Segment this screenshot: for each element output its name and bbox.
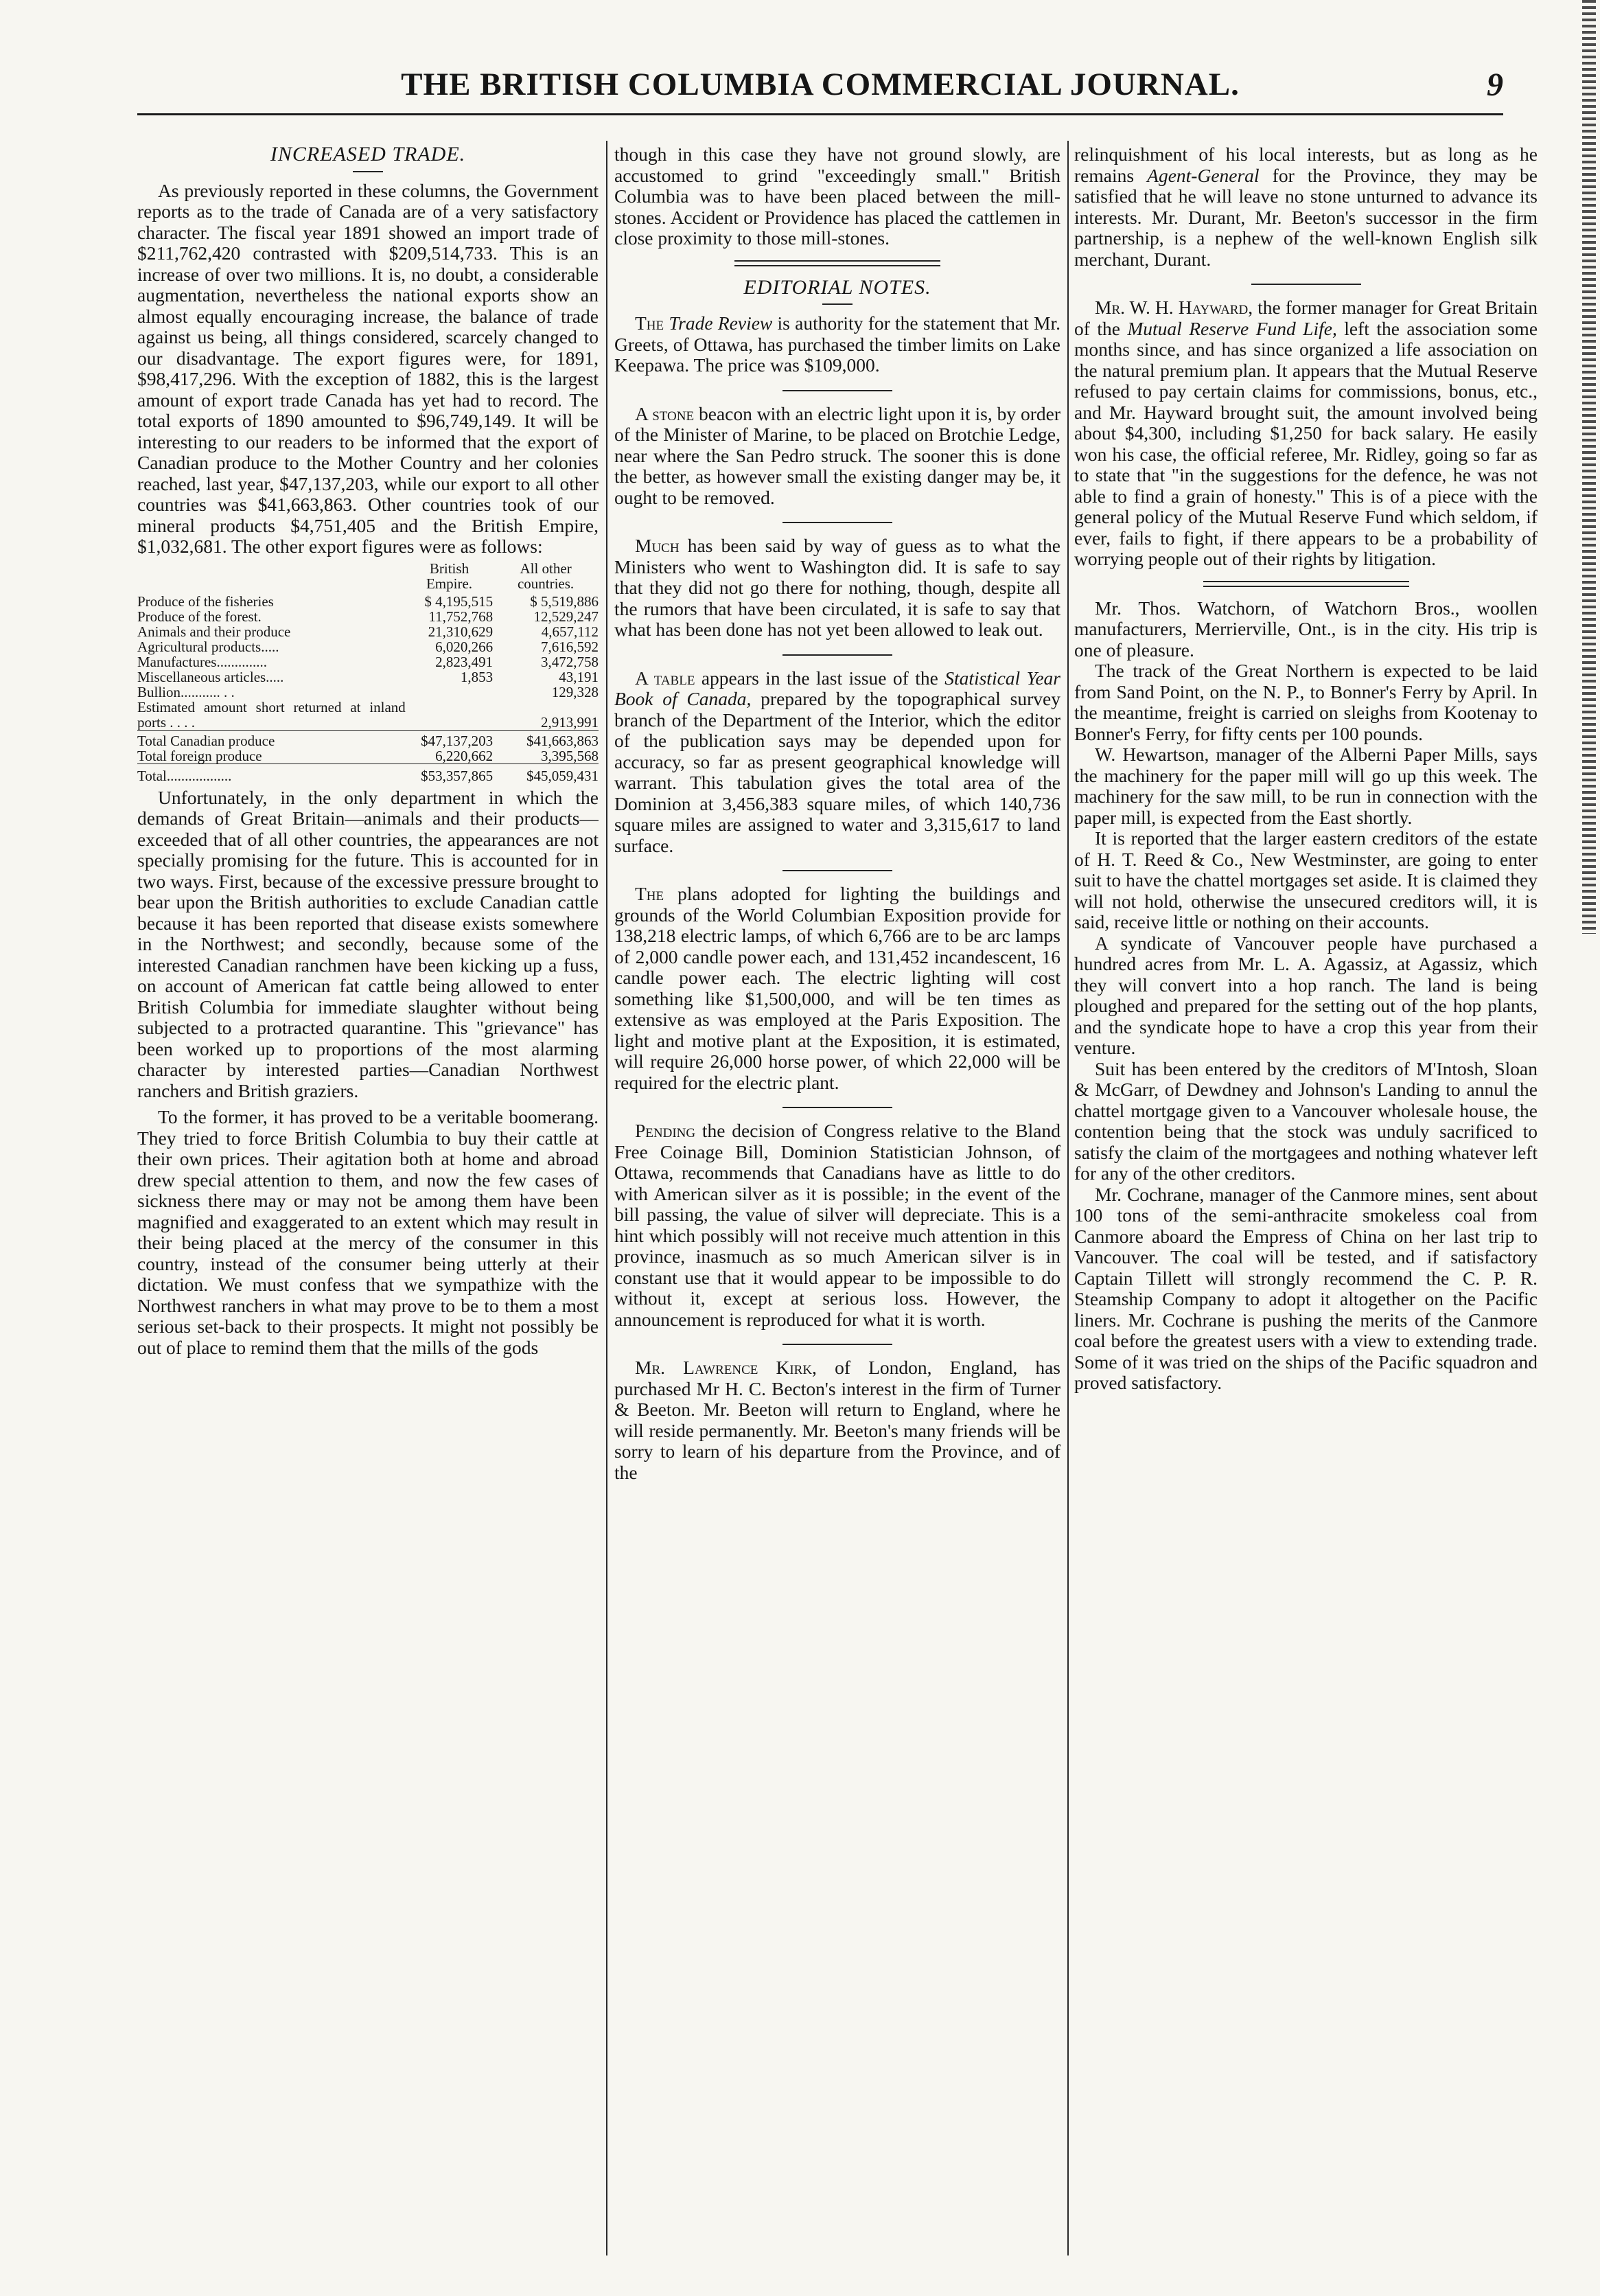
table-row: Estimated amount short returned at inland ports . . . . 2,913,991 xyxy=(137,698,599,731)
note-separator xyxy=(782,1107,892,1108)
table-row-total: Total Canadian produce $47,137,203 $41,663,863 xyxy=(137,730,599,748)
note-hayward-mutual-reserve: Mr. W. H. Hayward, the former manager for Great Britain of the Mutual Reserve Fund Life, left the association some months since, and has since organized a life association on the natural premium plan. It appears that the Mutual Reserve refused to pay certain claims for commissions, bonus, etc., and Mr. Hayward brought suit, the amount involved being about $4,300, including $1,250 for back salary. He easily won his case, the official referee, Mr. Ridley, going so far as to state that "in the suggestions for the defence, he was not able to find a grain of honesty." This is of a piece with the general policy of the Mutual Reserve Fund which seldom, if ever, fails to fight, if there appears to be a probability of worrying people out of their rights by litigation. xyxy=(1074,297,1538,569)
col-all-other: All other countries. xyxy=(517,560,575,592)
brief-great-northern: The track of the Great Northern is expected to be laid from Sand Point, on the N. P., to Bonner's Ferry by April. In the meantime, freight is carried on sleighs from Kootenay to Bonner's Ferry, for fifty cents per 100 pounds. xyxy=(1074,660,1538,744)
heading-dash xyxy=(822,303,853,305)
double-rule xyxy=(1203,581,1409,587)
note-separator xyxy=(782,870,892,871)
note-statistical-year-book: A table appears in the last issue of the Statistical Year Book of Canada, prepared by the topographical survey branch of the Department of the Interior, which the editor of the publication says may be depended upon for accuracy, so far as present geographical knowledge will warrant. This tabulation gives the total area of the Dominion at 3,456,383 square miles, of which 140,736 square miles are assigned to water and 3,315,617 to land surface. xyxy=(614,667,1060,856)
table-row-total: Total foreign produce 6,220,662 3,395,568 xyxy=(137,747,599,764)
page-number: 9 xyxy=(1487,67,1503,103)
note-lawrence-kirk: Mr. Lawrence Kirk, of London, England, has purchased Mr H. C. Becton's interest in the firm of Turner & Beeton. Mr. Beeton will return to England, where he will reside permanently. Mr. Beeton's many friends will be sorry to learn of his departure from the Province, and of the xyxy=(614,1357,1060,1483)
trade-paragraph-3: To the former, it has proved to be a veritable boomerang. They tried to force British Columbia to buy their cattle at their own prices. Their agitation both at home and abroad drew special attention to them, and now the few cases of sickness there may or may not be among them have been magnified and exaggerated to an extent which may result in their being placed at the mercy of the consumer in this country, instead of the consumer being utterly at their dictation. We must confess that we sympathize with the Northwest ranchers in what may prove to be to them a most serious set-back to their prospects. It might not possibly be out of place to remind them that the mills of the gods xyxy=(137,1106,599,1358)
table-header xyxy=(137,560,599,594)
table-row: Bullion........... . . 129,328 xyxy=(137,683,599,700)
heading-dash xyxy=(353,171,383,172)
note-separator xyxy=(782,1344,892,1345)
note-bland-coinage-bill: Pending the decision of Congress relative to the Bland Free Coinage Bill, Dominion Statistician Johnson, of Ottawa, recommends that Canadians have as little to do with American silver as it is possible; in the event of the bill passing, the value of silver will depreciate. This is a hint which possibly will not receive much attention in this province, inasmuch as so much American silver is in constant use that it would appear to be impossible to do without it, except at serious loss. However, the announcement is reproduced for what it is worth. xyxy=(614,1120,1060,1330)
brief-alberni-paper-mills: W. Hewartson, manager of the Alberni Paper Mills, says the machinery for the paper mill will go up this week. The machinery for the saw mill, to be run in connection with the paper mill, is expected from the East shortly. xyxy=(1074,744,1538,828)
trade-continuation: though in this case they have not ground slowly, are accustomed to grind "exceedingly small." British Columbia was to have been placed between the mill-stones. Accident or Providence has placed the cattlemen in close proximity to those mill-stones. xyxy=(614,144,1060,249)
table-row: Produce of the fisheries $ 4,195,515 $ 5,519,886 xyxy=(137,593,599,610)
column-rule-2 xyxy=(1067,141,1069,2255)
trade-paragraph-1: As previously reported in these columns, the Government reports as to the trade of Canada are of a very satisfactory character. The fiscal year 1891 showed an import trade of $211,762,420 contrasted with $209,514,733. This is an increase of over two millions. It is, no doubt, a considerable augmentation, nevertheless the national exports show an almost equally encouraging increase, the balance of trade against us being, all things considered, scarcely changed to our disadvantage. The export figures were, for 1891, $98,417,296. With the exception of 1882, this is the largest amount of export trade Canada has yet had to record. The total exports of 1890 amounted to $96,749,149. It will be interesting to our readers to be informed that the export of Canadian produce to the Mother Country and her colonies reached, last year, $47,137,203, while our export to all other countries was $41,663,863. Other countries took of our mineral products $4,751,405 and the British Empire, $1,032,681. The other export figures were as follows: xyxy=(137,179,599,557)
note-separator xyxy=(782,654,892,656)
note-exposition-lighting: The plans adopted for lighting the buildings and grounds of the World Columbian Exposition provide for 138,218 electric lamps, of which 6,766 are to be arc lamps of 2,000 candle power each, and 131,452 incandescent, 16 candle power each. The electric lighting will cost something like $1,500,000, and will be ten times as extensive as was employed at the Paris Exposition. The light and motive plant at the Exposition, it is estimated, will require 26,000 horse power, of which 22,000 will be required for the electric plant. xyxy=(614,883,1060,1093)
table-row: Miscellaneous articles..... 1,853 43,191 xyxy=(137,668,599,685)
column-2 xyxy=(614,144,1060,2245)
trade-paragraph-2: Unfortunately, in the only department in which the demands of Great Britain—animals and their products—exceeded that of all other countries, the appearances are not specially promising for the future. This is accounted for in two ways. First, because of the excessive pressure brought to bear upon the British authorities to exclude Canadian cattle because it has been reported that disease exists somewhere in the Northwest; and secondly, because some of the interested Canadian ranchmen have been kicking up a fuss, on account of American fat cattle being allowed to enter British Columbia for immediate slaughter without being subjected to a protracted quarantine. This "grievance" has been worked up to proportions of the most alarming character by interested parties—Canadian Northwest ranchers and British graziers. xyxy=(137,786,599,1101)
column-3 xyxy=(1074,144,1538,2245)
double-rule xyxy=(734,260,940,266)
table-row: Produce of the forest. 11,752,768 12,529,247 xyxy=(137,608,599,625)
col-british-empire: British Empire. xyxy=(426,560,473,592)
note-separator xyxy=(1251,284,1361,285)
brief-canmore-coal: Mr. Cochrane, manager of the Canmore mines, sent about 100 tons of the semi-anthracite smokeless coal from Canmore aboard the Empress of China on her last trip to Vancouver. The coal will be tested, and if satisfactory Captain Tillett will strongly recommend the C. P. R. Steamship Company to adopt it altogether on the Pacific liners. Mr. Cochrane is pushing the merits of the Canmore coal before the greatest users with a view to extending trade. Some of it was tried on the ships of the Pacific squadron and proved satisfactory. xyxy=(1074,1183,1538,1393)
scan-edge-marks xyxy=(1582,0,1596,934)
note-separator xyxy=(782,390,892,391)
brief-watchorn: Mr. Thos. Watchorn, of Watchorn Bros., woollen manufacturers, Merrierville, Ont., is in the city. His trip is one of pleasure. xyxy=(1074,597,1538,661)
note-ministers-washington: Much has been said by way of guess as to what the Ministers who went to Washington did. It is safe to say that they did not go there for nothing, though, despite all the rumors that have been circulated, it is safe to say that what has been done has not yet been allowed to leak out. xyxy=(614,535,1060,640)
editorial-notes-heading: EDITORIAL NOTES. xyxy=(743,275,931,299)
brief-mintosh-suit: Suit has been entered by the creditors of M'Intosh, Sloan & McGarr, of Dewdney and Johnson's Landing to annul the chattel mortgage given to a Vancouver wholesale house, the contention being that the stock was unduly sacrificed to satisfy the claim of the mortgagees and nothing whatever left for any of the other creditors. xyxy=(1074,1057,1538,1184)
table-row: Agricultural products..... 6,020,266 7,616,592 xyxy=(137,638,599,655)
table-row: Manufactures.............. 2,823,491 3,472,758 xyxy=(137,653,599,670)
masthead xyxy=(137,54,1503,115)
brief-hop-ranch: A syndicate of Vancouver people have purchased a hundred acres from Mr. L. A. Agassiz, at Agassiz, which they will convert into a hop ranch. The land is being ploughed and prepared for the setting out of the hop plants, and the syndicate hope to have a crop this year from their venture. xyxy=(1074,932,1538,1058)
note-separator xyxy=(782,522,892,523)
increased-trade-heading: INCREASED TRADE. xyxy=(270,144,466,165)
kirk-continuation: relinquishment of his local interests, but as long as he remains Agent-General for the Province, they may be satisfied that he will leave no stone unturned to advance its interests. Mr. Durant, Mr. Beeton's successor in the firm partnership, is a nephew of the well-known English silk merchant, Durant. xyxy=(1074,144,1538,270)
note-timber-limits: The Trade Review is authority for the statement that Mr. Greets, of Ottawa, has purchased the timber limits on Lake Keepawa. The price was $109,000. xyxy=(614,312,1060,376)
brief-reed-creditors: It is reported that the larger eastern creditors of the estate of H. T. Reed & Co., New Westminster, are going to enter suit to have the chattel mortgages set aside. It is claimed they will not hold, otherwise the unsecured creditors will, it is said, receive little or nothing on their accounts. xyxy=(1074,827,1538,932)
column-rule-1 xyxy=(606,141,607,2255)
column-1 xyxy=(137,144,599,2245)
note-stone-beacon: A stone beacon with an electric light upon it is, by order of the Minister of Marine, to be placed on Brotchie Ledge, near where the San Pedro struck. The sooner this is done the better, as however small the existing danger may be, it ought to be removed. xyxy=(614,402,1060,508)
export-figures-table xyxy=(137,560,599,783)
table-row: Animals and their produce 21,310,629 4,657,112 xyxy=(137,623,599,640)
table-row-grand-total: Total.................. $53,357,865 $45,059,431 xyxy=(137,764,599,783)
journal-title: THE BRITISH COLUMBIA COMMERCIAL JOURNAL. xyxy=(401,67,1240,102)
